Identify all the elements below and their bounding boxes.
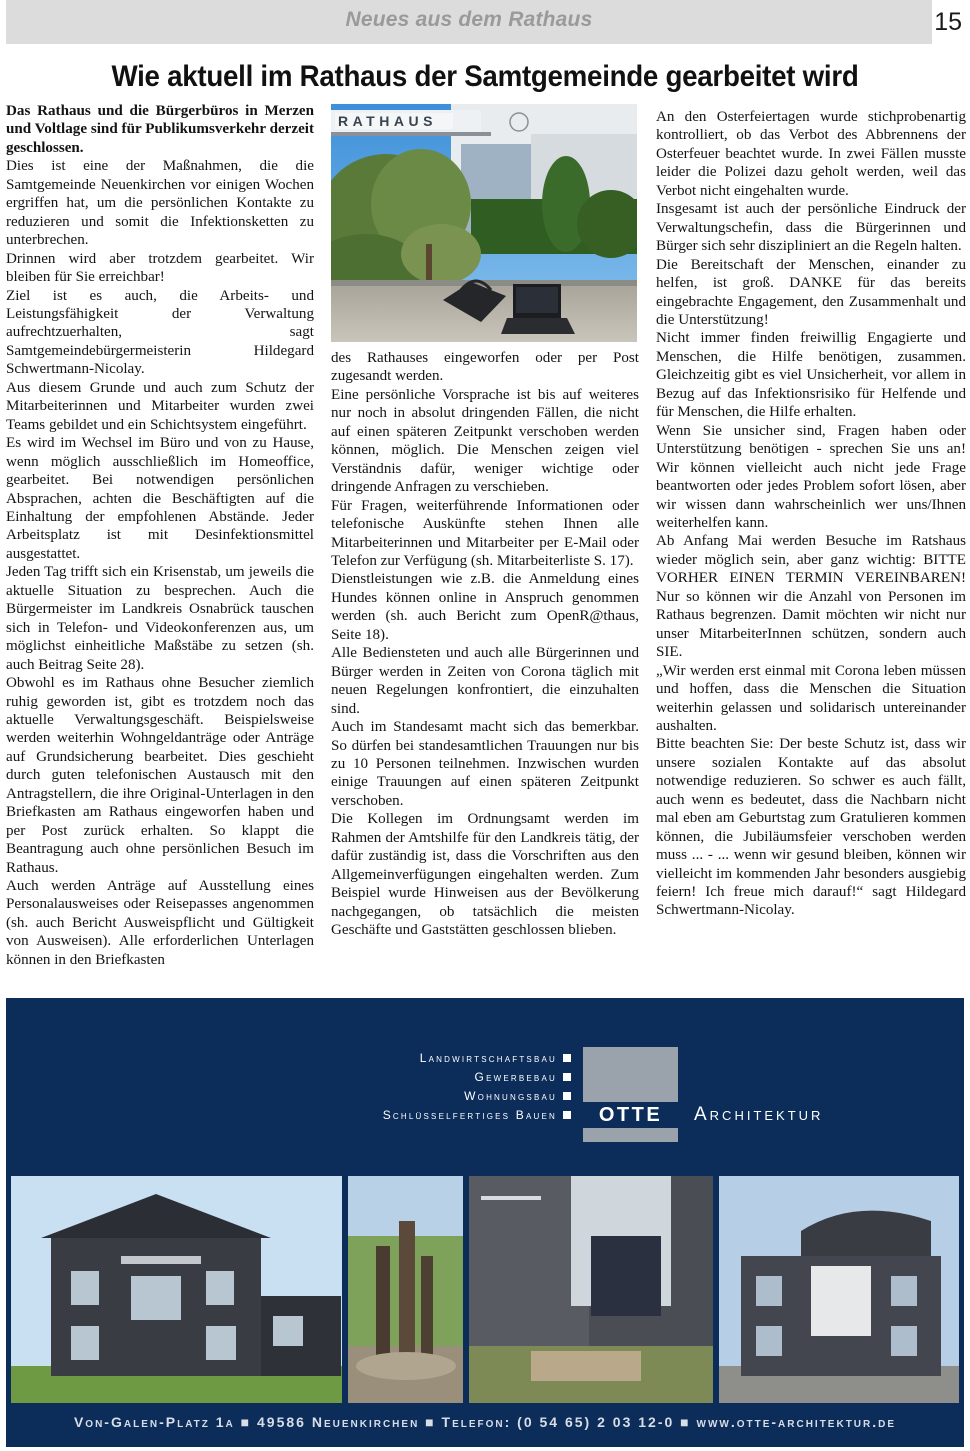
paragraph: Bitte beachten Sie: Der beste Schutz ist, dass wir unsere sozialen Kontakte auf das absolut notwendige reduzieren. So schwer es auch fällt, auch wenn es bedeutet, dass die Nachbarn nicht mal eben am Geburtstag zum Gratulieren kommen können, die Jubiläumsfeier verschoben werden muss ... - ... wenn wir gesund bleiben, können wir vielleicht im kommenden Jahr besonders ausgiebig feiern! Ich freue mich darauf!“ sagt Hildegard Schwertmann-Nicolay. — [656, 736, 966, 919]
section-title: Neues aus dem Rathaus — [345, 8, 593, 31]
paragraph: Dies ist eine der Maßnahmen, die die Samtgemeinde Neuenkirchen vor einigen Wochen ergriffen hat, um die persönlichen Kontakte zu reduzieren und somit die Infektionsketten zu unterbrechen. — [6, 158, 314, 249]
service-item: Wohnungsbau — [306, 1087, 571, 1106]
paragraph: Eine persönliche Vorsprache ist bis auf weiteres nur noch in absolut dringenden Fällen, die nicht auf einen späteren Zeitpunkt verschoben werden können, möglich. Die Menschen zeigen viel Verständnis dafür, weniger wichtige oder dringende Anfragen zu verschieben. — [331, 386, 639, 496]
garden-photo — [348, 1176, 463, 1403]
paragraph: Ab Anfang Mai werden Besuche im Ratshaus wieder möglich sein, aber ganz wichtig: BITTE VORHER EINEN TERMIN VEREINBAREN! Nur so können wir die Anzahl von Personen im Rathaus begrenzen. Damit möchten wir nicht nur unser MitarbeiterInnen schützen, sondern auch SIE. — [656, 533, 966, 661]
ad-building-photos — [11, 1176, 959, 1403]
paragraph: Auch im Standesamt macht sich das bemerkbar. So dürfen bei standesamtlichen Trauungen nur bis zu 10 Personen teilnehmen. Inzwischen wurden einige Trauungen auf einen späteren Zeitpunkt verschoben. — [331, 719, 639, 809]
rathaus-photo-illustration — [331, 104, 637, 342]
paragraph: Die Bereitschaft der Menschen, einander zu helfen, ist groß. DANKE für das bereits eingebrachte Engagement, den Zusammenhalt und die Unterstützung! — [656, 256, 966, 328]
rathaus-sign-text: RATHAUS — [338, 113, 437, 129]
ad-logo-otte: OTTE — [583, 1102, 678, 1128]
paragraph: Drinnen wird aber trotzdem gearbeitet. Wir bleiben für Sie erreichbar! — [6, 250, 314, 286]
page-number: 15 — [934, 8, 962, 36]
service-item: Gewerbebau — [306, 1068, 571, 1087]
paragraph: Wenn Sie unsicher sind, Fragen haben oder Unterstützung benötigen - sprechen Sie uns an! Wir können vielleicht auch nicht jede Frage beantworten oder jedes Problem sofort lösen, aber wir wissen dann wahrscheinlich wer uns/Ihnen weiterhelfen kann. — [656, 422, 966, 531]
otte-architektur-ad — [6, 998, 964, 1447]
paragraph: des Rathauses eingeworfen oder per Post zugesandt werden. — [331, 350, 639, 385]
service-item: Schlüsselfertiges Bauen — [306, 1106, 571, 1125]
paragraph: Aus diesem Grunde und auch zum Schutz der Mitarbeiterinnen und Mitarbeiter wurden zwei Teams gebildet und ein Schichtsystem eingeführt. — [6, 379, 314, 433]
square-bullet-icon — [563, 1111, 571, 1119]
ad-footer-contact: Von-Galen-Platz 1a ■ 49586 Neuenkirchen ■ Telefon: (0 54 65) 2 03 12-0 ■ www.otte-architektur.de — [73, 1414, 897, 1430]
house-photo-1 — [11, 1176, 342, 1403]
rathaus-photo — [331, 104, 637, 342]
paragraph: Die Kollegen im Ordnungsamt werden im Rahmen der Amtshilfe für den Landkreis tätig, der dafür zuständig ist, dass die Vorschriften aus den Allgemeinverfügungen eingehalten werden. Zum Beispiel wurde Hinweisen aus der Bevölkerung nachgegangen, ob tatsächlich die meisten Geschäfte und Gaststätten geschlossen blieben. — [331, 811, 639, 939]
square-bullet-icon — [563, 1092, 571, 1100]
paragraph: Nicht immer finden freiwillig Engagierte und Menschen, die Hilfe benötigen, zusammen. Gleichzeitig gibt es viel Unsicherheit, vor allem in Bezug auf das Infektionsrisiko für Helfende und für Menschen, die Hilfe erhalten. — [656, 330, 966, 421]
paragraph: Es wird im Wechsel im Büro und von zu Hause, wenn möglich ausschließlich im Homeoffice, gearbeitet. Bei notwendigen persönlichen Absprachen, achten die Beschäftigten auf die Einhaltung der empfohlenen Abstände. Jeder Arbeitsplatz ist mit Desinfektionsmittel ausgestattet. — [6, 435, 314, 562]
paragraph: Insgesamt ist auch der persönliche Eindruck der Verwaltungschefin, dass die Bürgerinnen und Bürger sich sehr diszipliniert an die Regeln halten. — [656, 201, 966, 255]
paragraph: „Wir werden erst einmal mit Corona leben müssen und hoffen, dass die Menschen die Situation weiterhin gelassen und solidarisch untereinander aushalten. — [656, 662, 966, 734]
ad-logo-architektur: Architektur — [694, 1104, 824, 1125]
paragraph: Auch werden Anträge auf Ausstellung eines Personalausweises oder Reisepasses angenommen (sh. auch Bericht Ausweispflicht und Gültigkeit von Ausweisen). Alle erforderlichen Unterlagen können in den Briefkasten — [6, 878, 314, 968]
paragraph: Jeden Tag trifft sich ein Krisenstab, um jeweils die aktuelle Situation zu besprechen. Auch die Bürgermeister im Landkreis Osnabrück tauschen sich in Telefon- und Videokonferenzen aus, um möglichst einheitliche Maßstäbe zu setzen (sh. auch Beitrag Seite 28). — [6, 564, 314, 673]
square-bullet-icon — [563, 1054, 571, 1062]
ad-services-list — [306, 1049, 571, 1125]
article-lead: Das Rathaus und die Bürgerbüros in Merzen und Voltlage sind für Publikumsverkehr derzeit geschlossen. — [6, 103, 314, 156]
square-bullet-icon — [563, 1073, 571, 1081]
paragraph: Alle Bediensteten und auch alle Bürgerinnen und Bürger werden in Zeiten von Corona täglich mit neuen Regelungen konfrontiert, die einzuhalten sind. — [331, 645, 639, 717]
facade-photo — [469, 1176, 713, 1403]
article-headline: Wie aktuell im Rathaus der Samtgemeinde gearbeitet wird — [111, 60, 859, 93]
article-column-3 — [656, 108, 966, 920]
service-item: Landwirtschaftsbau — [306, 1049, 571, 1068]
paragraph: An den Osterfeiertagen wurde stichprobenartig kontrolliert, ob das Verbot des Abbrennens der Osterfeuer beachtet wurde. In zwei Fällen musste leider die Polizei dazu geholt werden, weil das Verbot nicht eingehalten wurde. — [656, 109, 966, 199]
section-header-bar — [6, 0, 932, 44]
paragraph: Obwohl es im Rathaus ohne Besucher ziemlich ruhig geworden ist, gibt es trotzdem noch das aktuelle Verwaltungsgeschäft. Beispielsweise werden weiterhin Wohngeldanträge oder Anträge auf Grundsicherung bearbeitet. Dies geschieht durch guten telefonischen Austausch mit den Antragstellern, die ihre Original-Unterlagen in den Briefkasten am Rathaus eingeworfen haben und per Post zurück erhalten. So klappt die Beantragung auch ohne persönlichen Besuch im Rathaus. — [6, 675, 314, 876]
paragraph: Dienstleistungen wie z.B. die Anmeldung eines Hundes können online in Anspruch genommen werden (sh. auch Bericht zum OpenR@thaus, Seite 18). — [331, 571, 639, 643]
article-column-2 — [331, 349, 639, 940]
paragraph: Ziel ist es auch, die Arbeits- und Leistungsfähigkeit der Verwaltung aufrechtzuerhalten, sagt Samtgemeindebürgermeisterin Hildegard Schwertmann-Nicolay. — [6, 287, 314, 378]
paragraph: Für Fragen, weiterführende Informationen oder telefonische Auskünfte stehen Ihnen alle Mitarbeiterinnen und Mitarbeiter per E-Mail oder Telefon zur Verfügung (sh. Mitarbeiterliste S. 17). — [331, 497, 639, 569]
article-column-1 — [6, 102, 314, 969]
house-photo-2 — [719, 1176, 959, 1403]
